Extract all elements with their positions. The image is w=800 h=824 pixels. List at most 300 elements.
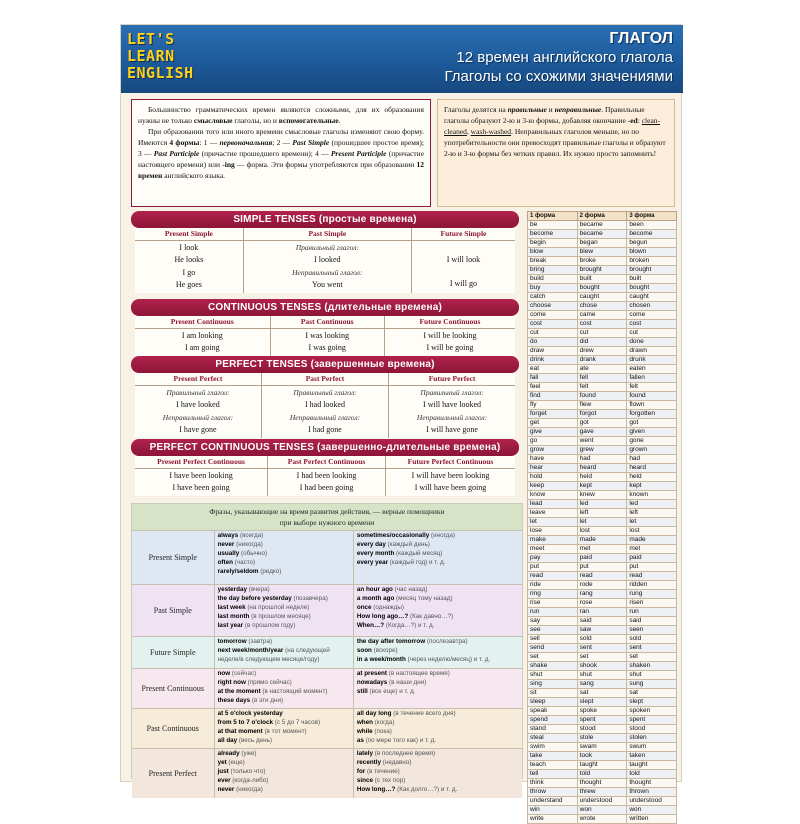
label: Правильный глагол: xyxy=(295,242,359,252)
verb-form: eat xyxy=(528,365,578,374)
phrase-column xyxy=(353,669,522,708)
table-row xyxy=(528,446,677,455)
phrase-line xyxy=(357,777,519,786)
verb-form: broke xyxy=(577,257,627,266)
page-subtitle: Глаголы со схожими значениями xyxy=(444,68,673,85)
phrase-line xyxy=(218,679,350,688)
verb-form: shut xyxy=(577,671,627,680)
verb-form: stole xyxy=(577,734,627,743)
text: clean-cleaned xyxy=(444,116,661,136)
phrase: still xyxy=(356,687,368,695)
verb-form: made xyxy=(627,536,677,545)
verb-form: got xyxy=(577,419,627,428)
verb-form: went xyxy=(577,437,627,446)
tense-cell xyxy=(389,385,515,438)
phrase-line xyxy=(218,710,350,719)
phrase-line xyxy=(357,719,519,728)
verb-form: gone xyxy=(627,437,677,446)
table-row xyxy=(528,221,677,230)
phrase-line xyxy=(218,604,350,613)
phrase: at the moment xyxy=(217,687,261,695)
section-title: PERFECT TENSES (завершенные времена) xyxy=(131,356,519,373)
phrase-translation: (каждый день) xyxy=(385,540,430,548)
phrase-line xyxy=(357,670,519,679)
irregular-verbs xyxy=(527,211,677,822)
phrase-row xyxy=(132,708,522,748)
verb-form: brought xyxy=(577,266,627,275)
table-row xyxy=(528,734,677,743)
verb-form: give xyxy=(528,428,578,437)
verb-form: let xyxy=(577,518,627,527)
phrase: last week xyxy=(217,603,246,611)
example: I had gone xyxy=(308,425,342,434)
verb-form: let xyxy=(627,518,677,527)
verb-form: sent xyxy=(577,644,627,653)
logo xyxy=(127,31,237,82)
verb-form: go xyxy=(528,437,578,446)
verb-form: cut xyxy=(528,329,578,338)
table-row xyxy=(528,725,677,734)
verb-form: put xyxy=(577,563,627,572)
verb-form: ring xyxy=(528,590,578,599)
phrase: rarely/seldom xyxy=(217,567,259,575)
table-row xyxy=(528,239,677,248)
phrase-row xyxy=(132,748,522,798)
text: Past Simple xyxy=(292,138,330,147)
example: I have looked xyxy=(176,400,220,409)
verb-form: blown xyxy=(627,248,677,257)
verb-form: chosen xyxy=(627,302,677,311)
tense-cell xyxy=(270,328,384,356)
phrase-translation: (обычно) xyxy=(239,549,268,557)
example: I am looking xyxy=(181,330,223,340)
phrase-row xyxy=(132,530,522,584)
verb-form: had xyxy=(627,455,677,464)
verb-form: stolen xyxy=(627,734,677,743)
verb-form: led xyxy=(577,500,627,509)
phrase-line xyxy=(218,559,350,568)
phrase-line xyxy=(218,568,350,577)
verb-form: shake xyxy=(528,662,578,671)
phrase-line xyxy=(218,613,350,622)
phrase: since xyxy=(356,776,373,784)
phrase: recently xyxy=(356,758,382,766)
time-phrases-table xyxy=(131,503,523,793)
verb-form: come xyxy=(528,311,578,320)
table-row xyxy=(528,473,677,482)
verb-form: bring xyxy=(528,266,578,275)
phrase-line xyxy=(357,710,519,719)
verb-form: flew xyxy=(577,401,627,410)
verb-form: led xyxy=(627,500,677,509)
verb-form: sold xyxy=(627,635,677,644)
verb-form: gave xyxy=(577,428,627,437)
example: I am going xyxy=(184,343,220,352)
verb-form: shut xyxy=(528,671,578,680)
verb-form: caught xyxy=(627,293,677,302)
tense-name: Present Continuous xyxy=(141,684,204,693)
phrase-translation: (в течение всего дня) xyxy=(391,710,456,717)
label: Правильный глагол: xyxy=(166,387,230,397)
verb-form: meet xyxy=(528,545,578,554)
verb-form: sell xyxy=(528,635,578,644)
phrase-line xyxy=(357,559,519,568)
phrase-translation: (послезавтра) xyxy=(425,638,468,645)
verb-form: speak xyxy=(528,707,578,716)
verb-form: teach xyxy=(528,761,578,770)
phrase-line xyxy=(218,719,350,728)
phrase: soon xyxy=(356,646,372,654)
verb-form: fallen xyxy=(627,374,677,383)
example: I was going xyxy=(308,343,346,352)
tense-cell xyxy=(386,468,515,496)
verb-form: left xyxy=(577,509,627,518)
text: . xyxy=(338,116,341,125)
table-row xyxy=(528,248,677,257)
phrase-line xyxy=(357,786,519,795)
table-row xyxy=(528,545,677,554)
table-row xyxy=(528,230,677,239)
verb-form: eaten xyxy=(627,365,677,374)
example: I will go xyxy=(449,279,477,288)
verb-form: run xyxy=(627,608,677,617)
verb-form: throw xyxy=(528,788,578,797)
phrase-line xyxy=(218,728,350,737)
verb-form: knew xyxy=(577,491,627,500)
tense-name: Present Perfect xyxy=(148,769,197,778)
phrase-translation: неделе/в следующем месяце/году) xyxy=(217,655,320,663)
phrase-translation: (всегда) xyxy=(238,532,264,539)
phrase-line xyxy=(218,647,350,656)
verb-form: be xyxy=(528,221,578,230)
table-row xyxy=(528,644,677,653)
phrase-line xyxy=(218,656,350,665)
verb-form: stand xyxy=(528,725,578,734)
phrase-row xyxy=(132,584,522,636)
phrase: these days xyxy=(217,696,251,704)
table-row xyxy=(528,347,677,356)
verb-form: ridden xyxy=(627,581,677,590)
text: вспомогательные xyxy=(278,116,339,125)
table-row xyxy=(528,401,677,410)
verb-form: get xyxy=(528,419,578,428)
column-header: Present Perfect Continuous xyxy=(135,456,268,468)
example: I looked xyxy=(314,255,341,264)
table-row xyxy=(528,293,677,302)
verb-form: spend xyxy=(528,716,578,725)
phrase-line xyxy=(218,550,350,559)
page-titles xyxy=(445,29,674,86)
text: (причастие настоящего времени) или xyxy=(138,149,425,169)
column-header: Past Perfect xyxy=(261,373,388,385)
column-header: Past Perfect Continuous xyxy=(268,456,386,468)
phrase-column xyxy=(214,531,353,584)
table-row xyxy=(528,770,677,779)
phrase: now xyxy=(217,670,231,677)
verb-form: done xyxy=(627,338,677,347)
table-row xyxy=(528,716,677,725)
phrase: at that moment xyxy=(217,727,263,735)
page-title: ГЛАГОЛ xyxy=(609,30,673,47)
verb-form: take xyxy=(528,752,578,761)
tense-cell xyxy=(261,385,388,438)
column-header: Future Perfect xyxy=(389,373,515,385)
verbs-intro-box xyxy=(437,99,675,207)
verb-form: bought xyxy=(627,284,677,293)
phrase-translation: (пока) xyxy=(372,727,392,735)
verb-form: set xyxy=(528,653,578,662)
text: : 1 — xyxy=(199,138,220,147)
verb-form: flown xyxy=(627,401,677,410)
table-row xyxy=(528,689,677,698)
verb-form: felt xyxy=(577,383,627,392)
tense-cell xyxy=(135,385,261,438)
verb-form: shaken xyxy=(627,662,677,671)
example: I look xyxy=(179,242,199,252)
verb-form: taught xyxy=(627,761,677,770)
phrase-line xyxy=(357,679,519,688)
table-row xyxy=(528,257,677,266)
phrase: from 5 to 7 o'clock xyxy=(217,718,273,726)
verb-form: lead xyxy=(528,500,578,509)
table-row xyxy=(528,410,677,419)
phrase-translation: (иногда) xyxy=(429,532,455,539)
table-row xyxy=(528,320,677,329)
table-row xyxy=(528,581,677,590)
phrase-line xyxy=(218,768,350,777)
verb-form: cost xyxy=(577,320,627,329)
verb-form: won xyxy=(627,806,677,815)
verb-form: sung xyxy=(627,680,677,689)
phrase: last month xyxy=(217,612,250,620)
table-row xyxy=(528,779,677,788)
label: Правильный глагол: xyxy=(293,387,357,397)
verb-form: saw xyxy=(577,626,627,635)
verb-form: given xyxy=(627,428,677,437)
text: -ing xyxy=(222,160,235,169)
verb-form: found xyxy=(627,392,677,401)
phrase-column xyxy=(214,585,353,636)
verb-form: swim xyxy=(528,743,578,752)
table-row xyxy=(528,554,677,563)
verb-form: lost xyxy=(627,527,677,536)
phrase-translation: (в эти дни) xyxy=(250,696,284,704)
verb-form: come xyxy=(627,311,677,320)
phrase: yet xyxy=(217,758,227,766)
text: : xyxy=(637,116,642,125)
verb-form: written xyxy=(627,815,677,824)
phrase-translation: (весь день) xyxy=(237,736,273,744)
phrase-translation: (когда-либо) xyxy=(230,776,269,784)
text: Фразы, указывающие на время развития действия, — верные помощники xyxy=(209,507,445,516)
text: . Неправильных глаголов меньше, но по употребительности они превосходят правильные глаголы и образуют 2-ю и 3-ю формы без четких правил. Их нужно просто запомнить! xyxy=(444,127,666,158)
verb-form: taken xyxy=(627,752,677,761)
text: глаголы, но и xyxy=(232,116,279,125)
verb-form: shut xyxy=(627,671,677,680)
column-header: 2 форма xyxy=(577,212,627,221)
phrase-column xyxy=(353,585,522,636)
table-row xyxy=(528,284,677,293)
table-row xyxy=(528,365,677,374)
verb-form: met xyxy=(627,545,677,554)
verb-form: break xyxy=(528,257,578,266)
table-row xyxy=(528,419,677,428)
column-header: Present Perfect xyxy=(135,373,261,385)
phrase-column xyxy=(214,637,353,668)
example: I had been going xyxy=(299,483,354,492)
example: I will have been going xyxy=(414,483,487,492)
phrase: sometimes/occasionally xyxy=(356,532,430,539)
phrase-translation: (Когда…?) и т. д. xyxy=(384,621,435,629)
phrase-line xyxy=(357,768,519,777)
verb-form: got xyxy=(627,419,677,428)
verb-form: held xyxy=(627,473,677,482)
verb-form: met xyxy=(577,545,627,554)
text: ; 2 — xyxy=(272,138,293,147)
phrase-translation: (через неделю/месяц) и т. д. xyxy=(405,655,491,663)
phrase-translation: (каждый месяц) xyxy=(394,549,443,557)
phrase: already xyxy=(217,750,240,757)
text: , xyxy=(466,127,471,136)
verb-form: hold xyxy=(528,473,578,482)
verb-form: tell xyxy=(528,770,578,779)
phrase-column xyxy=(353,749,522,798)
phrase: at present xyxy=(356,670,387,677)
phrase: an hour ago xyxy=(356,586,393,593)
phrase: when xyxy=(356,718,373,726)
text: 12 времен xyxy=(138,160,424,180)
phrase-line xyxy=(218,737,350,746)
verb-form: swum xyxy=(627,743,677,752)
verb-form: fell xyxy=(577,374,627,383)
verb-form: felt xyxy=(627,383,677,392)
phrase-translation: (по мере того как) и т. д. xyxy=(363,736,437,744)
phrase-line xyxy=(218,638,350,647)
verb-form: took xyxy=(577,752,627,761)
phrase-line xyxy=(357,550,519,559)
verb-form: rise xyxy=(528,599,578,608)
phrase-line xyxy=(218,697,350,706)
verb-form: kept xyxy=(627,482,677,491)
verb-form: stood xyxy=(577,725,627,734)
table-row xyxy=(528,608,677,617)
intro-text-box xyxy=(131,99,431,207)
verb-form: became xyxy=(577,230,627,239)
tense-cell xyxy=(243,240,411,293)
verb-form: risen xyxy=(627,599,677,608)
table-row xyxy=(528,500,677,509)
phrase-translation: (однажды) xyxy=(371,603,404,611)
phrase-translation: (уже) xyxy=(239,750,257,757)
phrase: How long ago…? xyxy=(356,612,409,620)
phrase-line xyxy=(357,656,519,665)
verb-form: send xyxy=(528,644,578,653)
table-row xyxy=(528,509,677,518)
text: (прошедшее простое время); 3 — xyxy=(138,138,425,158)
verb-form: build xyxy=(528,275,578,284)
phrase: always xyxy=(217,532,239,539)
verb-form: cost xyxy=(528,320,578,329)
tense-cell xyxy=(384,328,515,356)
phrase-translation: (в течение) xyxy=(365,767,400,775)
phrase-translation: (на прошлой неделе) xyxy=(245,603,310,611)
phrase: the day before yesterday xyxy=(217,594,292,602)
text: смысловые xyxy=(193,116,233,125)
example: You went xyxy=(312,280,343,289)
verb-form: grew xyxy=(577,446,627,455)
verb-form: sat xyxy=(577,689,627,698)
verb-form: spoken xyxy=(627,707,677,716)
verb-form: had xyxy=(577,455,627,464)
logo-line: LET'S xyxy=(127,30,175,48)
column-header: Past Simple xyxy=(243,228,411,240)
verb-form: see xyxy=(528,626,578,635)
table-row xyxy=(528,356,677,365)
phrase: How long…? xyxy=(356,785,396,793)
verb-form: read xyxy=(627,572,677,581)
tense-cell xyxy=(135,328,270,356)
phrase-translation: (Как долго…?) и т. д. xyxy=(395,785,458,793)
table-row xyxy=(528,590,677,599)
table-row xyxy=(528,302,677,311)
phrase-translation: (в настоящее время) xyxy=(386,670,450,677)
phrase: once xyxy=(356,603,372,611)
continuous-tenses-section xyxy=(131,299,519,356)
text: 4 формы xyxy=(169,138,200,147)
phrase: yesterday xyxy=(217,586,247,593)
phrase: at 5 o'clock yesterday xyxy=(217,710,283,717)
verb-form: did xyxy=(577,338,627,347)
verb-form: begun xyxy=(627,239,677,248)
phrase: the day after tomorrow xyxy=(356,638,426,645)
phrase-line xyxy=(357,532,519,541)
verb-form: have xyxy=(528,455,578,464)
verb-form: write xyxy=(528,815,578,824)
phrase: lately xyxy=(356,750,373,757)
phrase-column xyxy=(214,669,353,708)
phrase-translation: (в прошлом месяце) xyxy=(249,612,311,620)
verb-form: drunk xyxy=(627,356,677,365)
phrase-translation: (никогда) xyxy=(234,540,263,548)
table-row xyxy=(528,383,677,392)
verb-form: shook xyxy=(577,662,627,671)
phrase-rows xyxy=(132,530,522,798)
phrase-line xyxy=(218,750,350,759)
phrase: in a week/month xyxy=(356,655,406,663)
table-row xyxy=(528,374,677,383)
verb-form: say xyxy=(528,617,578,626)
tense-table xyxy=(135,373,515,438)
phrase-translation: (месяц тому назад) xyxy=(394,594,453,602)
verb-form: threw xyxy=(577,788,627,797)
phrase: all day xyxy=(217,736,238,744)
verb-form: won xyxy=(577,806,627,815)
phrase-translation: (завтра) xyxy=(246,638,273,645)
verb-form: brought xyxy=(627,266,677,275)
phrase-line xyxy=(357,613,519,622)
text: -ed xyxy=(627,116,638,125)
verbs-body xyxy=(528,221,677,824)
example: I had looked xyxy=(304,400,345,409)
phrase-line xyxy=(357,604,519,613)
phrase: every day xyxy=(356,540,386,548)
verb-form: sent xyxy=(627,644,677,653)
phrase: every month xyxy=(356,549,395,557)
verb-form: think xyxy=(528,779,578,788)
text: правильные xyxy=(507,105,547,114)
phrase: a month ago xyxy=(356,594,395,602)
irregular-verbs-table xyxy=(527,211,677,824)
